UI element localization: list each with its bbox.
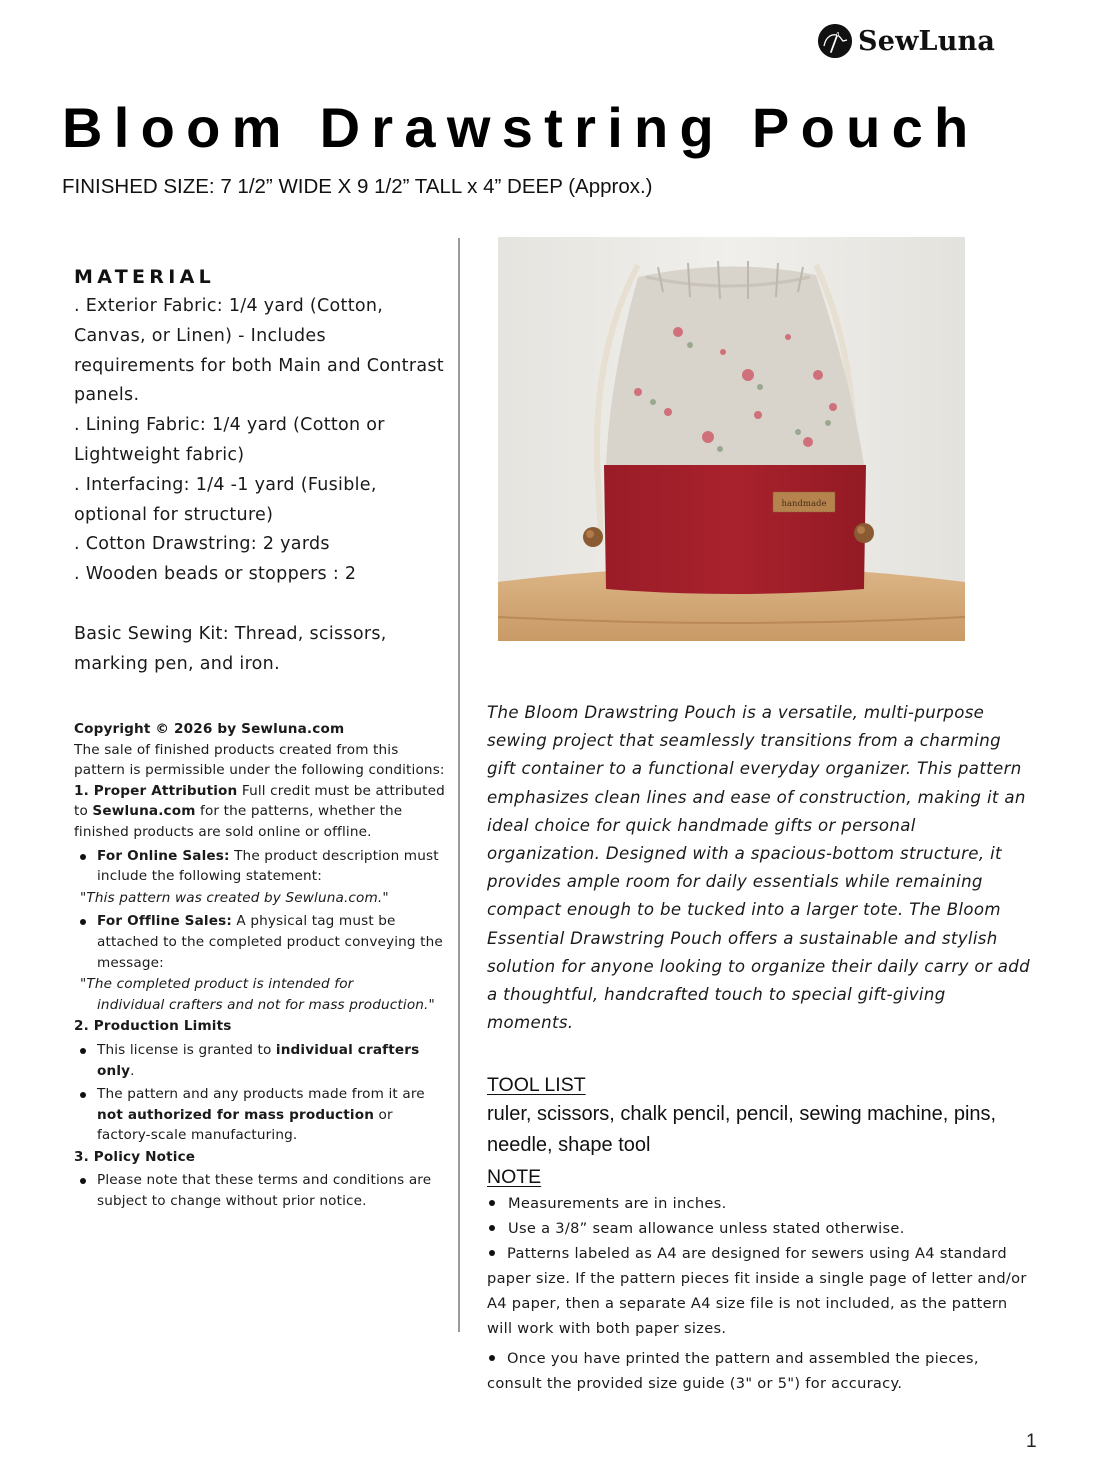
offline-sales-text: A physical tag must be attached to the completed product conveying the message: — [97, 913, 443, 971]
brand-logo — [818, 24, 995, 58]
page-title: Bloom Drawstring Pouch — [62, 96, 980, 159]
production-limits-heading: 2. Production Limits — [74, 1018, 232, 1035]
material-section — [74, 262, 446, 680]
bullet-icon — [489, 1355, 495, 1361]
red-base-panel — [604, 465, 866, 594]
needle-thread-icon — [818, 24, 852, 58]
limits-bold: not authorized for mass production — [97, 1106, 375, 1123]
limits-bullet — [74, 1084, 446, 1146]
page-number: 1 — [1026, 1431, 1037, 1452]
limits-bullet — [74, 1040, 446, 1081]
tool-list-heading: TOOL LIST — [487, 1074, 586, 1097]
attribution-title: 1. Proper Attribution — [74, 782, 238, 799]
tag-text: handmade — [781, 499, 827, 509]
bullet-icon — [489, 1200, 495, 1206]
offline-sales-label: For Offline Sales: — [97, 913, 232, 930]
material-item: . Exterior Fabric: 1/4 yard (Cotton, Canvas, or Linen) - Includes requirements for both Main and Contrast panels. — [74, 296, 444, 406]
note-text: Measurements are in inches. — [508, 1195, 727, 1213]
material-item: . Cotton Drawstring: 2 yards — [74, 534, 330, 555]
pouch-illustration — [498, 237, 965, 641]
policy-notice-heading: 3. Policy Notice — [74, 1148, 196, 1165]
offline-quote-rest: individual crafters and not for mass production." — [97, 996, 435, 1013]
offline-quote-first: "The completed product is intended for — [80, 976, 354, 993]
bullet-icon — [80, 919, 86, 925]
material-item: . Interfacing: 1/4 -1 yard (Fusible, optional for structure) — [74, 474, 377, 525]
attribution-text: Full credit must be attributed to — [74, 782, 445, 820]
note-list — [487, 1191, 1032, 1396]
online-sales-bullet — [74, 846, 446, 887]
note-item — [487, 1191, 1032, 1216]
wooden-bead-left — [583, 527, 603, 547]
limits-bold: individual crafters only — [97, 1041, 420, 1079]
bullet-icon — [489, 1225, 495, 1231]
attribution-paragraph — [74, 781, 446, 843]
copyright-intro: The sale of finished products created from this pattern is permissible under the following conditions: — [74, 741, 445, 779]
material-item: . Wooden beads or stoppers : 2 — [74, 564, 357, 585]
attribution-text-end: for the patterns, whether the finished products are sold online or offline. — [74, 803, 403, 840]
material-item: . Lining Fabric: 1/4 yard (Cotton or Lightweight fabric) — [74, 415, 385, 465]
online-sales-text: The product description must include the following statement: — [97, 847, 439, 885]
product-description: The Bloom Drawstring Pouch is a versatile, multi-purpose sewing project that seamlessly transitions from a charming gift container to a functional everyday organizer. This pattern emphasizes clean lines and ease of construction, making it an ideal choice for quick handmade gifts or personal organization. Designed with a spacious-bottom structure, it provides ample room for daily essentials while remaining compact enough to be tucked into a larger tote. The Bloom Essential Drawstring Pouch offers a sustainable and stylish solution for anyone looking to organize their daily carry or add a thoughtful, handcrafted touch to special gift-giving moments. — [487, 703, 1030, 1033]
copyright-heading: Copyright © 2026 by Sewluna.com — [74, 721, 345, 737]
wooden-bead-right — [854, 523, 874, 543]
note-item — [487, 1216, 1032, 1241]
note-heading: NOTE — [487, 1166, 542, 1189]
bullet-icon — [489, 1250, 495, 1256]
material-heading: MATERIAL — [74, 266, 215, 288]
limits-text: This license is granted to — [97, 1041, 276, 1058]
bullet-icon — [80, 1178, 86, 1184]
brand-name: SewLuna — [858, 25, 996, 57]
note-text: Use a 3/8” seam allowance unless stated otherwise. — [508, 1220, 905, 1238]
material-list — [74, 292, 446, 590]
note-text: Patterns labeled as A4 are designed for sewers using A4 standard paper size. If the pattern pieces fit inside a single page of letter and/or A4 paper, then a separate A4 size file is not included, as the pattern will work with both paper sizes. — [487, 1245, 1027, 1338]
bullet-icon — [80, 1092, 86, 1098]
copyright-section — [74, 719, 446, 1212]
product-photo — [498, 237, 965, 641]
limits-text: The pattern and any products made from it are — [97, 1086, 425, 1103]
online-sales-quote: "This pattern was created by Sewluna.com." — [80, 889, 389, 906]
offline-sales-bullet — [74, 911, 446, 973]
online-sales-label: For Online Sales: — [97, 847, 230, 864]
sewing-kit: Basic Sewing Kit: Thread, scissors, marking pen, and iron. — [74, 623, 387, 674]
limits-text-end: . — [130, 1062, 135, 1079]
tool-list-text: ruler, scissors, chalk pencil, pencil, sewing machine, pins, needle, shape tool — [487, 1103, 997, 1157]
offline-sales-quote — [74, 974, 446, 1015]
limits-text-end: or factory-scale manufacturing. — [97, 1106, 393, 1144]
bullet-icon — [80, 1048, 86, 1054]
attribution-site: Sewluna.com — [92, 803, 196, 820]
note-item — [487, 1346, 1032, 1396]
finished-size: FINISHED SIZE: 7 1/2” WIDE X 9 1/2” TALL x 4” DEEP (Approx.) — [62, 175, 653, 198]
policy-text: Please note that these terms and conditions are subject to change without prior notice. — [97, 1172, 432, 1210]
description-section — [487, 699, 1032, 1396]
column-divider — [458, 238, 460, 1332]
bullet-icon — [80, 854, 86, 860]
policy-bullet — [74, 1170, 446, 1211]
note-text: Once you have printed the pattern and assembled the pieces, consult the provided size guide (3" or 5") for accuracy. — [487, 1350, 979, 1393]
note-item — [487, 1241, 1032, 1341]
